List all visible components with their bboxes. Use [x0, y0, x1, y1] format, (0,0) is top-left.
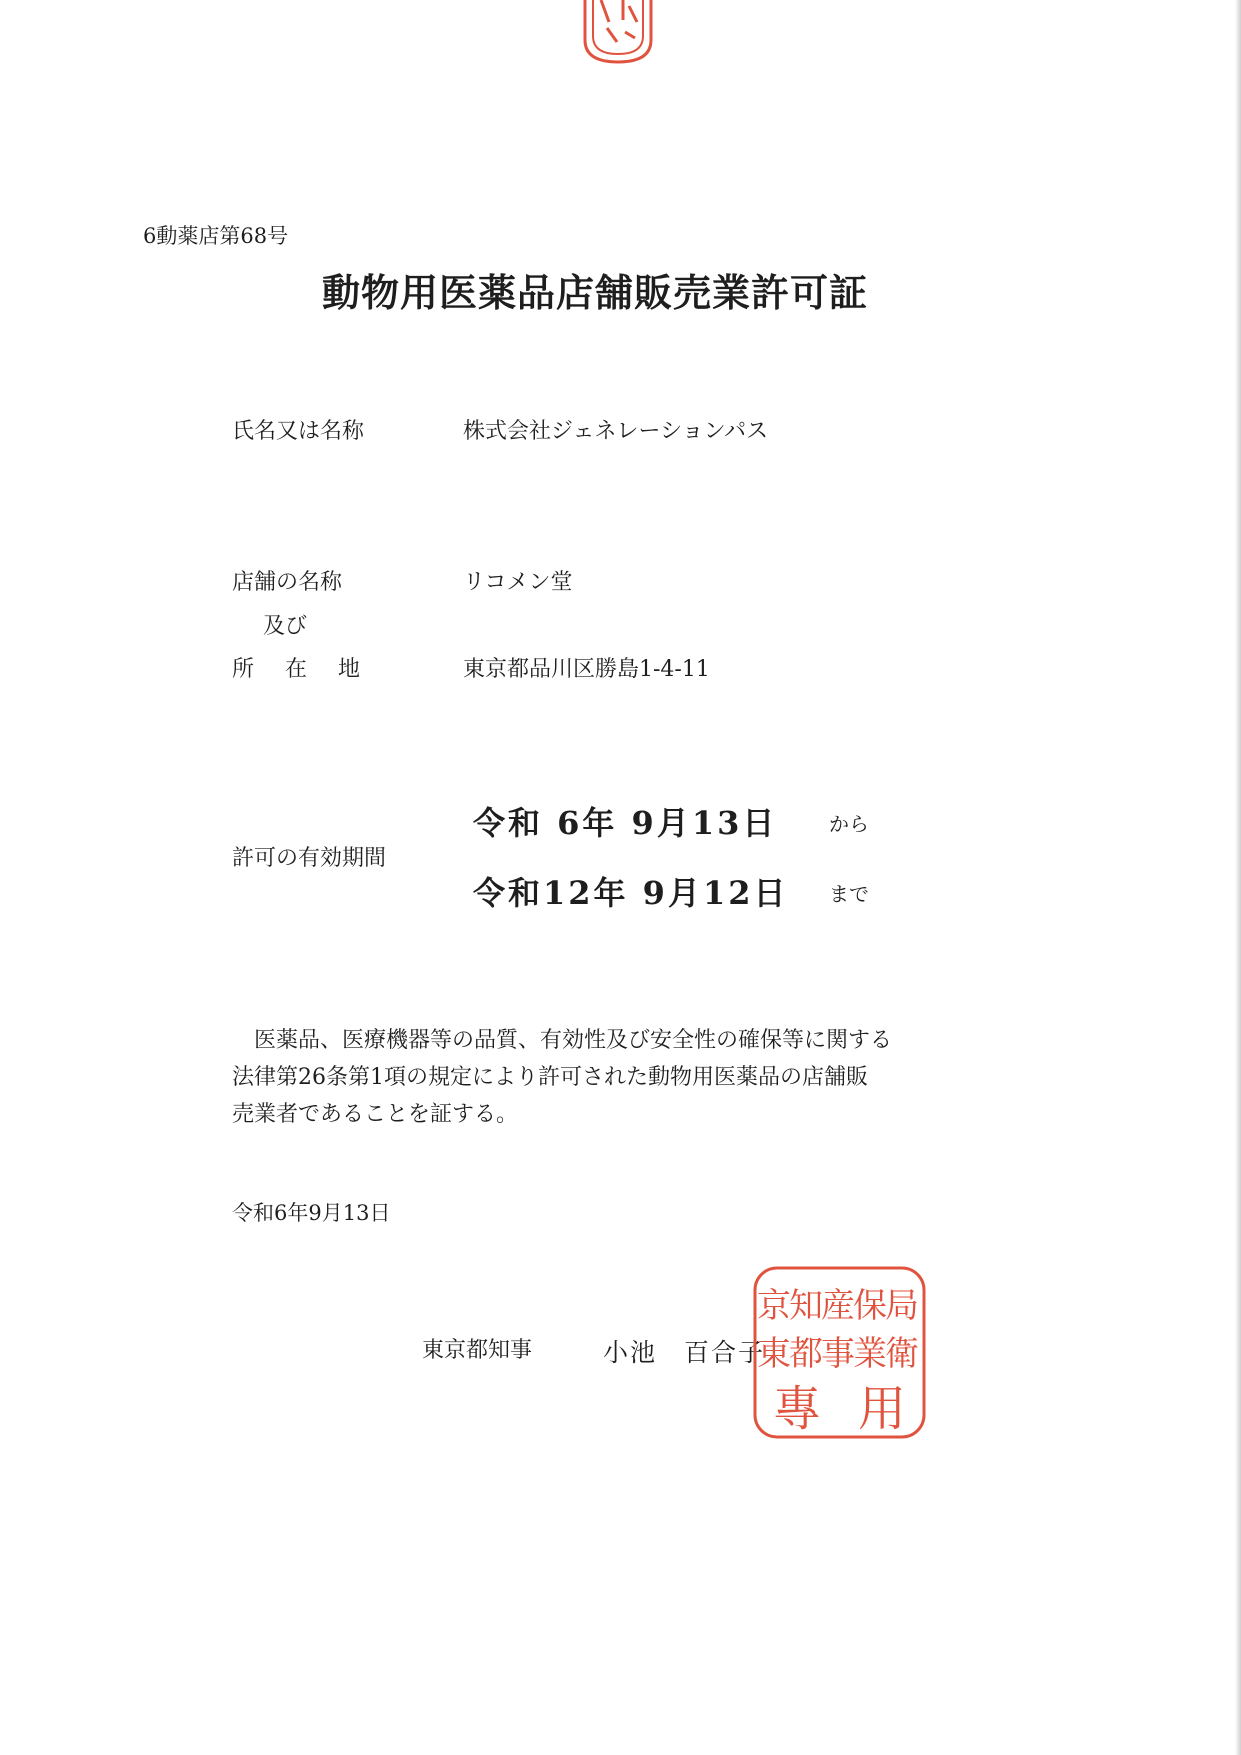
validity-from-date: 令和 6年 9月13日: [473, 804, 778, 842]
seal-character: 衛: [885, 1334, 919, 1374]
certification-line: 医薬品、医療機器等の品質、有効性及び安全性の確保等に関する: [254, 1028, 893, 1053]
validity-period-label: 許可の有効期間: [232, 846, 387, 871]
address-value: 東京都品川区勝島1-4-11: [463, 657, 710, 682]
certification-statement: [232, 1022, 972, 1133]
issuer-name: 小池 百合子: [603, 1338, 766, 1367]
scan-edge-shadow: [1235, 0, 1241, 1755]
store-name-label: 店舗の名称: [232, 570, 343, 595]
and-label: 及び: [263, 614, 308, 639]
validity-to-suffix: まで: [829, 882, 869, 906]
seal-character: 專: [772, 1381, 822, 1437]
seal-character: 都: [789, 1334, 823, 1374]
seal-character: 知: [789, 1286, 823, 1326]
store-name-value: リコメン堂: [463, 570, 573, 595]
seal-character: 東: [757, 1334, 791, 1374]
name-label: 氏名又は名称: [232, 419, 365, 444]
seal-character: 事: [821, 1334, 855, 1374]
seal-character: 産: [821, 1286, 855, 1326]
certification-line: 法律第26条第1項の規定により許可された動物用医薬品の店舗販: [232, 1065, 868, 1090]
issuer-title: 東京都知事: [422, 1338, 533, 1363]
validity-from-suffix: から: [829, 812, 869, 836]
official-seal-stamp: [752, 1265, 927, 1440]
location-label: 所 在 地: [232, 657, 372, 682]
seal-character: 京: [757, 1286, 791, 1326]
document-title: 動物用医薬品店舗販売業許可証: [322, 270, 869, 315]
seal-character: 用: [857, 1381, 907, 1437]
certification-line: 売業者であることを証する。: [232, 1102, 519, 1127]
issue-date: 令和6年9月13日: [232, 1201, 391, 1225]
seal-character: 局: [885, 1286, 919, 1326]
name-value: 株式会社ジェネレーションパス: [463, 419, 769, 444]
seal-character: 保: [853, 1286, 887, 1326]
document-number: 6動薬店第68号: [143, 224, 289, 248]
seal-character: 業: [853, 1334, 887, 1374]
top-seal-stamp: [579, 0, 657, 64]
validity-to-date: 令和12年 9月12日: [473, 874, 789, 912]
